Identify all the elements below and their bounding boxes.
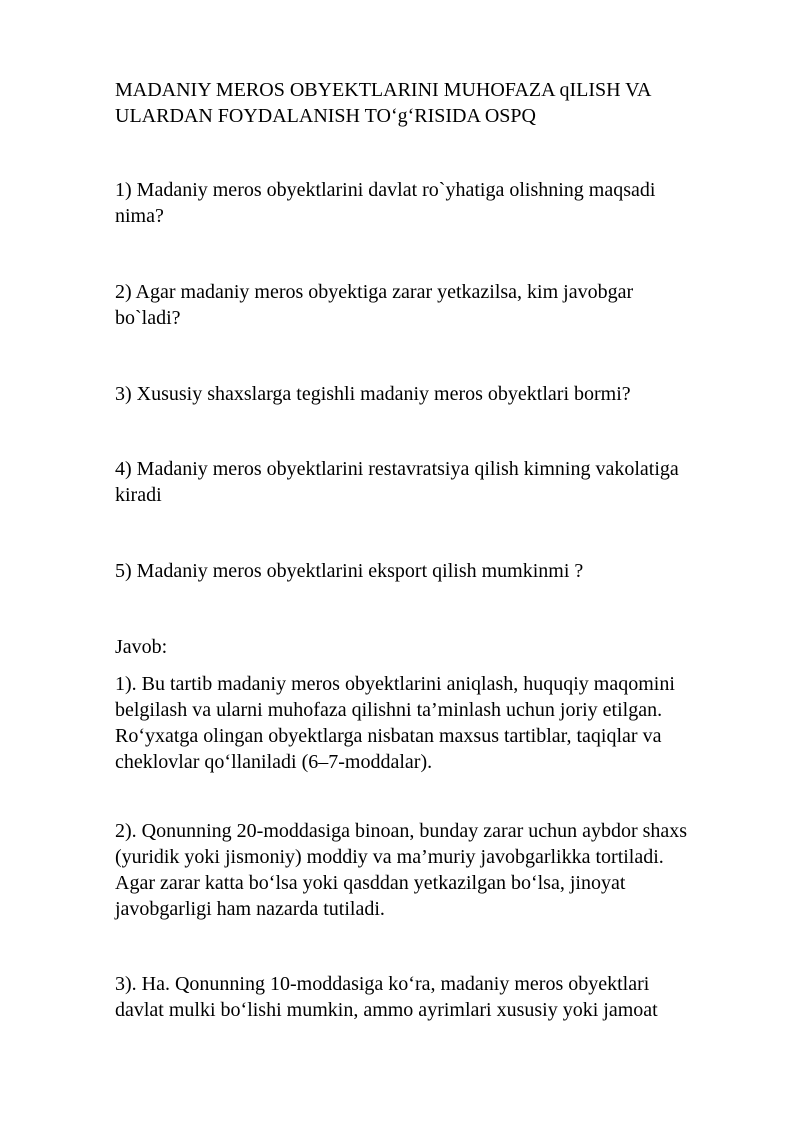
question-5: 5) Madaniy meros obyektlarini eksport qilish mumkinmi ? [115, 560, 584, 582]
answer-2: 2). Qonunning 20-moddasiga binoan, bunday zarar uchun aybdor shaxs (yuridik yoki jismoniy) moddiy va ma’muriy javobgarlikka tortiladi. Agar zarar katta bo‘lsa yoki qasddan yetkazilgan bo‘lsa, jinoyat javobgarligi ham nazarda tutiladi. [115, 820, 688, 920]
question-2: 2) Agar madaniy meros obyektiga zarar yetkazilsa, kim javobgar bo`ladi? [115, 281, 634, 329]
answer-3: 3). Ha. Qonunning 10-moddasiga ko‘ra, madaniy meros obyektlari davlat mulki bo‘lishi mumkin, ammo ayrimlari xususiy yoki jamoat [115, 973, 658, 1021]
answer-heading: Javob: [115, 636, 168, 658]
question-4: 4) Madaniy meros obyektlarini restavratsiya qilish kimning vakolatiga kiradi [115, 458, 679, 506]
document-title: MADANIY MEROS OBYEKTLARINI MUHOFAZA qILISH VA ULARDAN FOYDALANISH TO‘g‘RISIDA OSPQ [115, 79, 652, 127]
question-3: 3) Xususiy shaxslarga tegishli madaniy meros obyektlari bormi? [115, 383, 631, 405]
question-1: 1) Madaniy meros obyektlarini davlat ro`yhatiga olishning maqsadi nima? [115, 179, 656, 227]
answer-1: 1). Bu tartib madaniy meros obyektlarini aniqlash, huquqiy maqomini belgilash va ularni muhofaza qilishni ta’minlash uchun joriy etilgan. Ro‘yxatga olingan obyektlarga nisbatan maxsus tartiblar, taqiqlar va cheklovlar qo‘llaniladi (6–7-moddalar). [115, 673, 675, 773]
